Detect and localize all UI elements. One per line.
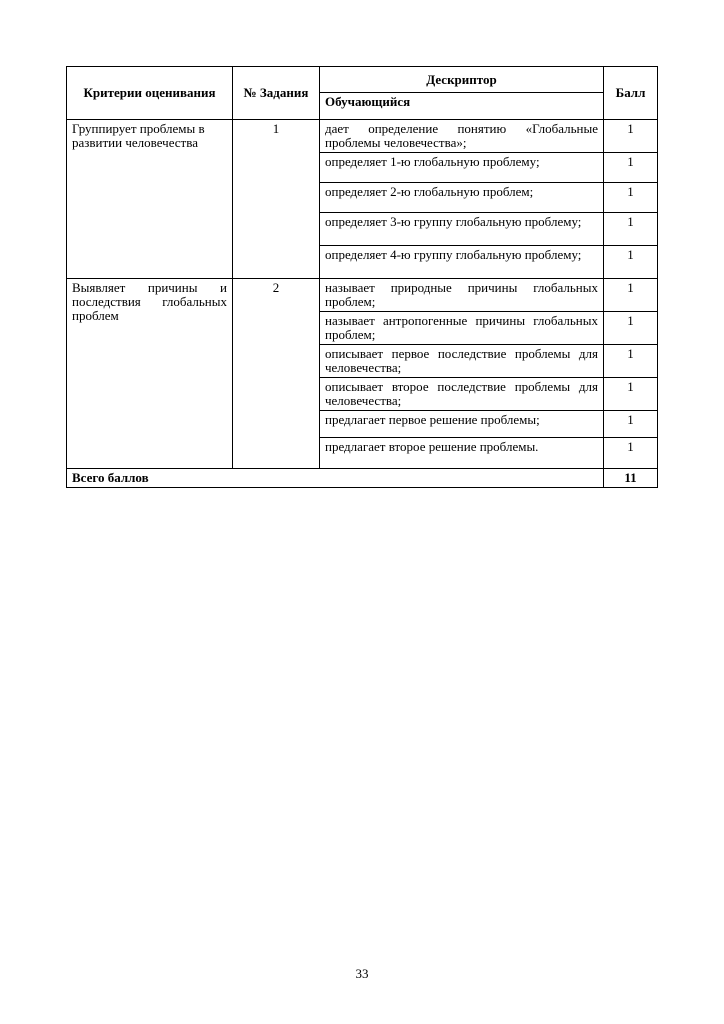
descriptor-cell: называет природные причины глобальных проблем; [320,279,604,312]
total-row [67,469,658,488]
score-cell: 1 [604,279,658,312]
task-number-cell: 2 [233,279,320,469]
total-label: Всего баллов [67,469,604,488]
descriptor-cell: называет антропогенные причины глобальных проблем; [320,312,604,345]
subheader-student: Обучающийся [320,93,604,120]
criterion-cell: Выявляет причины и последствия глобальных проблем [67,279,233,469]
score-cell: 1 [604,411,658,438]
descriptor-cell: предлагает второе решение проблемы. [320,438,604,469]
page-number: 33 [355,966,369,981]
criterion-cell: Группирует проблемы в развитии человечества [67,120,233,279]
score-cell: 1 [604,246,658,279]
header-criteria: Критерии оценивания [67,67,233,120]
descriptor-cell: определяет 1-ю глобальную проблему; [320,153,604,183]
score-cell: 1 [604,312,658,345]
score-cell: 1 [604,213,658,246]
score-cell: 1 [604,438,658,469]
table-row [67,279,658,312]
table-row [67,120,658,153]
descriptor-cell: дает определение понятию «Глобальные проблемы человечества»; [320,120,604,153]
descriptor-cell: определяет 2-ю глобальную проблем; [320,183,604,213]
header-row [67,67,658,93]
descriptor-cell: предлагает первое решение проблемы; [320,411,604,438]
score-cell: 1 [604,345,658,378]
header-descriptor: Дескриптор [320,67,604,93]
score-cell: 1 [604,378,658,411]
total-value: 11 [604,469,658,488]
descriptor-cell: определяет 4-ю группу глобальную проблему; [320,246,604,279]
descriptor-cell: определяет 3-ю группу глобальную проблему; [320,213,604,246]
descriptor-cell: описывает второе последствие проблемы для человечества; [320,378,604,411]
descriptor-cell: описывает первое последствие проблемы для человечества; [320,345,604,378]
score-cell: 1 [604,120,658,153]
score-cell: 1 [604,183,658,213]
header-task: № Задания [233,67,320,120]
score-cell: 1 [604,153,658,183]
header-score: Балл [604,67,658,120]
task-number-cell: 1 [233,120,320,279]
assessment-rubric-table [66,66,658,488]
